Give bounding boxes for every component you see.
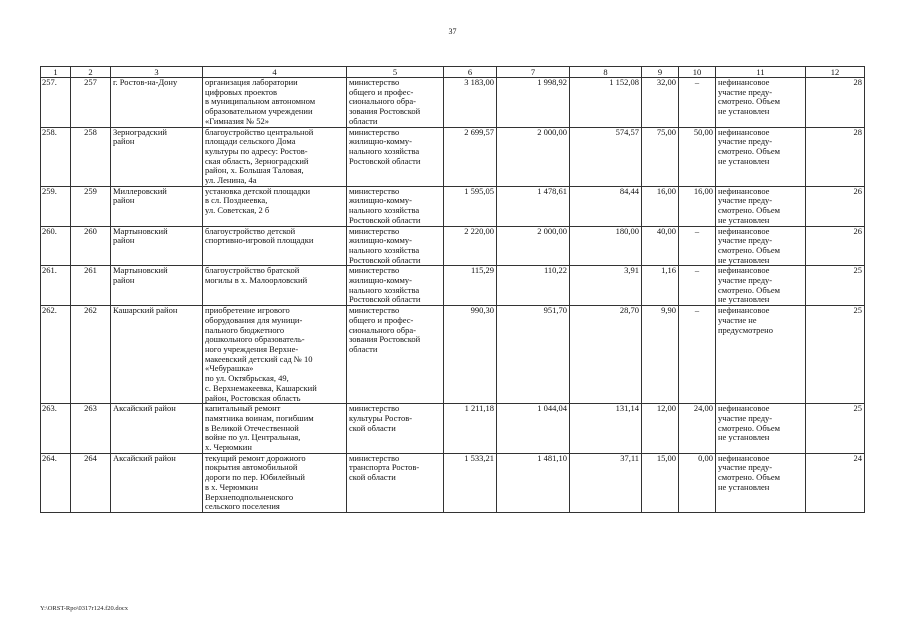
- note-cell-line: смотрено. Объем: [718, 284, 780, 295]
- ministry-cell-line: министерство: [349, 305, 400, 316]
- amount-total-cell: 1 533,21: [444, 453, 497, 512]
- territory-cell-line: район: [113, 136, 135, 147]
- object-description-cell-line: покрытия автомобильной: [205, 462, 298, 473]
- note-cell-line: нефинансовое: [718, 453, 770, 463]
- amount-col9-cell: 16,00: [642, 186, 679, 226]
- note-cell-line: предусмотрено: [718, 324, 773, 335]
- object-description-cell: [203, 266, 347, 306]
- column-header-6: 6: [444, 67, 497, 78]
- note-cell-line: нефинансовое: [718, 226, 770, 236]
- note-cell-line: смотрено. Объем: [718, 472, 780, 483]
- row-number-cell: 264.: [41, 453, 71, 512]
- ministry-cell-line: нального хозяйства: [349, 205, 420, 216]
- object-description-cell-line: район, х. Большая Таловая,: [205, 165, 304, 176]
- amount-col8-cell: 180,00: [570, 226, 642, 266]
- territory-cell: [111, 404, 203, 454]
- territory-cell-line: район: [113, 195, 135, 206]
- column-header-8: 8: [570, 67, 642, 78]
- note-cell-line: участие преду-: [718, 195, 773, 206]
- object-description-cell: [203, 78, 347, 128]
- row-index-cell: 258: [71, 127, 111, 186]
- object-description-cell-line: район, Ростовская область: [205, 392, 301, 403]
- row-index-cell: 260: [71, 226, 111, 266]
- territory-cell-line: район: [113, 235, 135, 246]
- priority-cell: 24: [806, 453, 865, 512]
- note-cell-line: участие не: [718, 314, 757, 325]
- table-row: [41, 127, 865, 186]
- object-description-cell-line: памятника воинам, погибшим: [205, 412, 314, 423]
- object-description-cell-line: войне по ул. Центральная,: [205, 432, 301, 443]
- row-number-cell: 263.: [41, 404, 71, 454]
- object-description-cell: [203, 404, 347, 454]
- territory-cell: [111, 453, 203, 512]
- row-number-cell: 262.: [41, 306, 71, 404]
- amount-col7-cell: 1 481,10: [497, 453, 570, 512]
- ministry-cell-line: культуры Ростов-: [349, 412, 413, 423]
- note-cell-line: не установлен: [718, 106, 770, 117]
- object-description-cell-line: цифровых проектов: [205, 86, 278, 97]
- ministry-cell-line: жилищно-комму-: [349, 136, 413, 147]
- object-description-cell-line: пального бюджетного: [205, 324, 285, 335]
- amount-col8-cell: 131,14: [570, 404, 642, 454]
- note-cell: [716, 78, 806, 128]
- object-description-cell: [203, 186, 347, 226]
- note-cell-line: смотрено. Объем: [718, 205, 780, 216]
- table-row: [41, 186, 865, 226]
- ministry-cell-line: зования Ростовской: [349, 106, 421, 117]
- ministry-cell: [347, 186, 444, 226]
- object-description-cell-line: с. Верхнемакеевка, Кашарский: [205, 382, 317, 393]
- object-description-cell: [203, 127, 347, 186]
- note-cell-line: смотрено. Объем: [718, 244, 780, 255]
- ministry-cell-line: сионального обра-: [349, 96, 416, 107]
- note-cell-line: участие преду-: [718, 412, 773, 423]
- amount-col10-cell: 24,00: [679, 404, 716, 454]
- note-cell: [716, 404, 806, 454]
- column-header-1: 1: [41, 67, 71, 78]
- ministry-cell-line: жилищно-комму-: [349, 195, 413, 206]
- amount-col7-cell: 1 044,04: [497, 404, 570, 454]
- note-cell-line: не установлен: [718, 481, 770, 492]
- ministry-cell: [347, 226, 444, 266]
- object-description-cell-line: текущий ремонт дорожного: [205, 453, 306, 463]
- ministry-cell-line: министерство: [349, 453, 400, 463]
- object-description-cell-line: в Великой Отечественной: [205, 422, 299, 433]
- object-description-cell-line: оборудования для муници-: [205, 314, 303, 325]
- priority-cell: 26: [806, 186, 865, 226]
- amount-col8-cell: 1 152,08: [570, 78, 642, 128]
- row-number-cell: 259.: [41, 186, 71, 226]
- ministry-cell-line: министерство: [349, 77, 400, 87]
- object-description-cell-line: благоустройство центральной: [205, 127, 314, 137]
- table-row: [41, 78, 865, 128]
- amount-col10-cell: –: [679, 78, 716, 128]
- object-description-cell-line: макеевский детский сад № 10: [205, 353, 313, 364]
- ministry-cell-line: Ростовской области: [349, 155, 421, 166]
- amount-total-cell: 2 699,57: [444, 127, 497, 186]
- ministry-cell-line: ской области: [349, 422, 396, 433]
- footer-file-path: Y:\ORST-Rpo\0317r124.f20.docx: [40, 605, 128, 612]
- note-cell-line: не установлен: [718, 155, 770, 166]
- amount-total-cell: 990,30: [444, 306, 497, 404]
- territory-cell-line: Зерноградский: [113, 127, 167, 137]
- note-cell-line: участие преду-: [718, 235, 773, 246]
- object-description-cell-line: в сл. Позднеевка,: [205, 195, 268, 206]
- amount-col8-cell: 3,91: [570, 266, 642, 306]
- note-cell-line: участие преду-: [718, 275, 773, 286]
- ministry-cell-line: Ростовской области: [349, 294, 421, 305]
- object-description-cell-line: ул. Советская, 2 б: [205, 205, 270, 216]
- ministry-cell-line: ской области: [349, 472, 396, 483]
- object-description-cell-line: «Гимназия № 52»: [205, 115, 270, 126]
- note-cell-line: участие преду-: [718, 136, 773, 147]
- ministry-cell-line: транспорта Ростов-: [349, 462, 420, 473]
- row-number-cell: 261.: [41, 266, 71, 306]
- ministry-cell-line: министерство: [349, 127, 400, 137]
- territory-cell-line: Аксайский район: [113, 403, 176, 414]
- note-cell-line: не установлен: [718, 432, 770, 443]
- amount-total-cell: 3 183,00: [444, 78, 497, 128]
- row-index-cell: 263: [71, 404, 111, 454]
- ministry-cell: [347, 306, 444, 404]
- territory-cell-line: Мартыновский: [113, 226, 168, 236]
- amount-col9-cell: 15,00: [642, 453, 679, 512]
- ministry-cell-line: нального хозяйства: [349, 145, 420, 156]
- priority-cell: 25: [806, 306, 865, 404]
- column-header-4: 4: [203, 67, 347, 78]
- table-row: [41, 266, 865, 306]
- amount-col9-cell: 9,90: [642, 306, 679, 404]
- note-cell: [716, 306, 806, 404]
- amount-total-cell: 1 595,05: [444, 186, 497, 226]
- ministry-cell-line: нального хозяйства: [349, 244, 420, 255]
- note-cell-line: нефинансовое: [718, 265, 770, 276]
- object-description-cell-line: могилы в х. Малоорловский: [205, 275, 308, 286]
- amount-col10-cell: –: [679, 266, 716, 306]
- amount-col8-cell: 37,11: [570, 453, 642, 512]
- table-row: [41, 226, 865, 266]
- note-cell: [716, 453, 806, 512]
- ministry-cell-line: министерство: [349, 186, 400, 196]
- row-index-cell: 262: [71, 306, 111, 404]
- note-cell: [716, 127, 806, 186]
- ministry-cell: [347, 404, 444, 454]
- note-cell-line: нефинансовое: [718, 77, 770, 87]
- column-header-12: 12: [806, 67, 865, 78]
- territory-cell: [111, 127, 203, 186]
- ministry-cell-line: сионального обра-: [349, 324, 416, 335]
- object-description-cell-line: по ул. Октябрьская, 49,: [205, 373, 289, 384]
- ministry-cell: [347, 78, 444, 128]
- amount-col9-cell: 32,00: [642, 78, 679, 128]
- note-cell: [716, 186, 806, 226]
- row-number-cell: 257.: [41, 78, 71, 128]
- row-number-cell: 260.: [41, 226, 71, 266]
- object-description-cell-line: спортивно-игровой площадки: [205, 235, 314, 246]
- territory-cell-line: г. Ростов-на-Дону: [113, 77, 178, 87]
- amount-col9-cell: 1,16: [642, 266, 679, 306]
- amount-total-cell: 1 211,18: [444, 404, 497, 454]
- ministry-cell-line: области: [349, 115, 378, 126]
- object-description-cell-line: дороги по пер. Юбилейный: [205, 472, 305, 483]
- amount-col10-cell: 50,00: [679, 127, 716, 186]
- row-index-cell: 264: [71, 453, 111, 512]
- note-cell-line: не установлен: [718, 294, 770, 305]
- column-header-2: 2: [71, 67, 111, 78]
- note-cell-line: не установлен: [718, 254, 770, 265]
- note-cell: [716, 226, 806, 266]
- territory-cell-line: Аксайский район: [113, 453, 176, 463]
- object-description-cell: [203, 226, 347, 266]
- object-description-cell-line: организация лаборатории: [205, 77, 298, 87]
- note-cell-line: нефинансовое: [718, 305, 770, 316]
- column-header-5: 5: [347, 67, 444, 78]
- territory-cell-line: Кашарский район: [113, 305, 178, 316]
- amount-col10-cell: 16,00: [679, 186, 716, 226]
- territory-cell: [111, 226, 203, 266]
- table-body: [41, 78, 865, 513]
- territory-cell: [111, 78, 203, 128]
- object-description-cell-line: установка детской площадки: [205, 186, 310, 196]
- amount-col7-cell: 951,70: [497, 306, 570, 404]
- note-cell-line: участие преду-: [718, 462, 773, 473]
- ministry-cell-line: министерство: [349, 265, 400, 276]
- priority-cell: 25: [806, 266, 865, 306]
- ministry-cell-line: зования Ростовской: [349, 334, 421, 345]
- amount-col7-cell: 1 478,61: [497, 186, 570, 226]
- object-description-cell-line: культуры по адресу: Ростов-: [205, 145, 308, 156]
- column-header-10: 10: [679, 67, 716, 78]
- amount-col7-cell: 110,22: [497, 266, 570, 306]
- priority-cell: 28: [806, 127, 865, 186]
- priority-cell: 28: [806, 78, 865, 128]
- ministry-cell-line: министерство: [349, 403, 400, 414]
- ministry-cell-line: Ростовской области: [349, 254, 421, 265]
- ministry-cell-line: жилищно-комму-: [349, 275, 413, 286]
- row-number-cell: 258.: [41, 127, 71, 186]
- note-cell-line: участие преду-: [718, 86, 773, 97]
- object-description-cell-line: приобретение игрового: [205, 305, 290, 316]
- object-description-cell-line: «Чебурашка»: [205, 363, 254, 374]
- amount-total-cell: 2 220,00: [444, 226, 497, 266]
- amount-col7-cell: 1 998,92: [497, 78, 570, 128]
- amount-col9-cell: 12,00: [642, 404, 679, 454]
- note-cell-line: не установлен: [718, 214, 770, 225]
- object-description-cell-line: благоустройство братской: [205, 265, 300, 276]
- amount-col8-cell: 574,57: [570, 127, 642, 186]
- object-description-cell-line: дошкольного образователь-: [205, 334, 305, 345]
- ministry-cell: [347, 127, 444, 186]
- page-number: 37: [448, 27, 457, 36]
- object-description-cell-line: ул. Ленина, 4а: [205, 175, 257, 186]
- amount-col10-cell: –: [679, 306, 716, 404]
- note-cell-line: смотрено. Объем: [718, 422, 780, 433]
- table-row: [41, 404, 865, 454]
- ministry-cell-line: жилищно-комму-: [349, 235, 413, 246]
- amount-col7-cell: 2 000,00: [497, 127, 570, 186]
- note-cell: [716, 266, 806, 306]
- amount-col8-cell: 28,70: [570, 306, 642, 404]
- amount-col10-cell: 0,00: [679, 453, 716, 512]
- row-index-cell: 261: [71, 266, 111, 306]
- note-cell-line: смотрено. Объем: [718, 145, 780, 156]
- amount-col10-cell: –: [679, 226, 716, 266]
- object-description-cell-line: в х. Черюмкин: [205, 481, 259, 492]
- amount-col9-cell: 75,00: [642, 127, 679, 186]
- object-description-cell-line: капитальный ремонт: [205, 403, 281, 414]
- ministry-cell-line: министерство: [349, 226, 400, 236]
- column-header-7: 7: [497, 67, 570, 78]
- row-index-cell: 259: [71, 186, 111, 226]
- ministry-cell-line: нального хозяйства: [349, 284, 420, 295]
- amount-col7-cell: 2 000,00: [497, 226, 570, 266]
- header-row: [41, 67, 865, 78]
- object-description-cell-line: х. Черюмкин: [205, 442, 252, 453]
- ministry-cell-line: общего и профес-: [349, 86, 414, 97]
- object-description-cell: [203, 453, 347, 512]
- amount-col8-cell: 84,44: [570, 186, 642, 226]
- object-description-cell-line: образовательном учреждении: [205, 106, 313, 117]
- object-description-cell-line: ская область, Зерноградский: [205, 155, 309, 166]
- amount-col9-cell: 40,00: [642, 226, 679, 266]
- column-header-3: 3: [111, 67, 203, 78]
- ministry-cell-line: Ростовской области: [349, 214, 421, 225]
- note-cell-line: нефинансовое: [718, 127, 770, 137]
- ministry-cell-line: общего и профес-: [349, 314, 414, 325]
- column-header-9: 9: [642, 67, 679, 78]
- row-index-cell: 257: [71, 78, 111, 128]
- table-row: [41, 306, 865, 404]
- object-description-cell: [203, 306, 347, 404]
- amount-total-cell: 115,29: [444, 266, 497, 306]
- data-table: [40, 66, 865, 513]
- territory-cell: [111, 266, 203, 306]
- ministry-cell-line: области: [349, 343, 378, 354]
- column-header-11: 11: [716, 67, 806, 78]
- territory-cell-line: Миллеровский: [113, 186, 167, 196]
- object-description-cell-line: площади сельского Дома: [205, 136, 296, 147]
- priority-cell: 26: [806, 226, 865, 266]
- territory-cell: [111, 306, 203, 404]
- table-row: [41, 453, 865, 512]
- object-description-cell-line: благоустройство детской: [205, 226, 296, 236]
- object-description-cell-line: ного учреждения Верхне-: [205, 343, 299, 354]
- priority-cell: 25: [806, 404, 865, 454]
- note-cell-line: нефинансовое: [718, 403, 770, 414]
- territory-cell: [111, 186, 203, 226]
- territory-cell-line: район: [113, 275, 135, 286]
- ministry-cell: [347, 453, 444, 512]
- note-cell-line: нефинансовое: [718, 186, 770, 196]
- object-description-cell-line: в муниципальном автономном: [205, 96, 316, 107]
- ministry-cell: [347, 266, 444, 306]
- object-description-cell-line: Верхнеподпольненского: [205, 491, 294, 502]
- territory-cell-line: Мартыновский: [113, 265, 168, 276]
- note-cell-line: смотрено. Объем: [718, 96, 780, 107]
- object-description-cell-line: сельского поселения: [205, 501, 280, 512]
